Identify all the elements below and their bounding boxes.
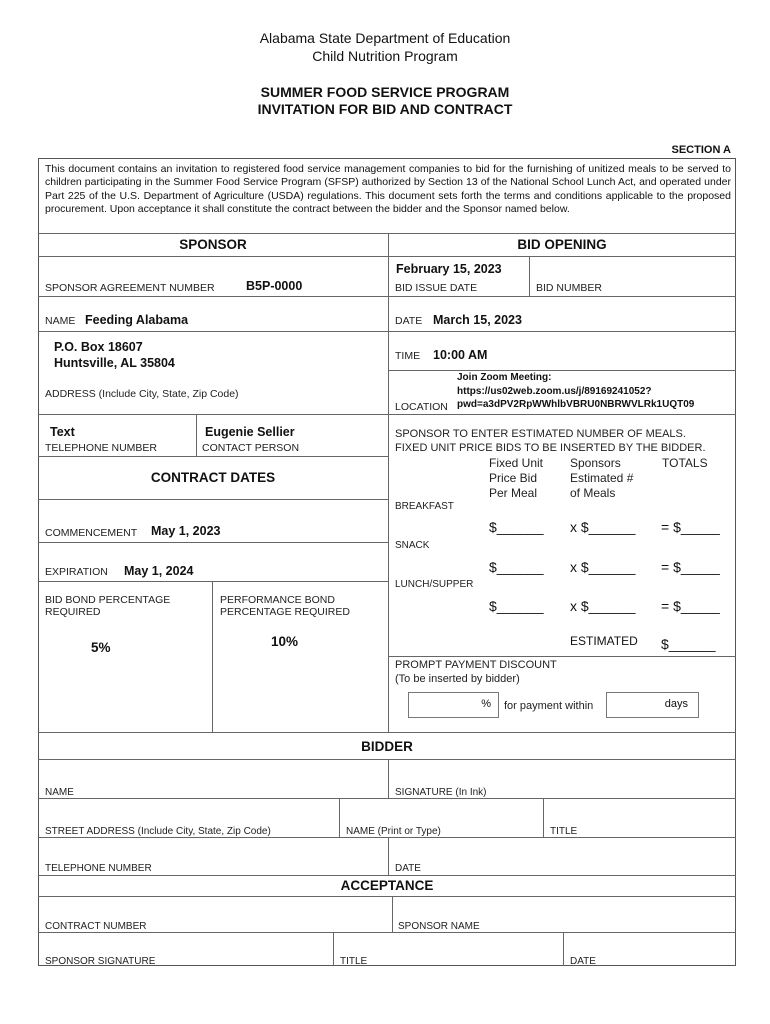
sponsor-phone-value[interactable]: Text <box>50 425 75 439</box>
zoom-url[interactable]: https://us02web.zoom.us/j/89169241052? <box>457 386 652 397</box>
zoom-label: Join Zoom Meeting: <box>457 372 552 383</box>
program-name: Child Nutrition Program <box>312 48 458 64</box>
col-meals-2: Estimated # <box>570 471 634 485</box>
breakfast-price[interactable]: $______ <box>489 519 544 535</box>
bidder-name-label: NAME <box>45 787 74 798</box>
bid-bond-label: BID BOND PERCENTAGE <box>45 594 171 606</box>
bidder-heading: BIDDER <box>361 739 413 754</box>
bid-date-value[interactable]: March 15, 2023 <box>433 313 522 327</box>
bidder-phone-label: TELEPHONE NUMBER <box>45 863 152 874</box>
sponsor-signature-label: SPONSOR SIGNATURE <box>45 956 156 967</box>
discount-days-input[interactable] <box>606 692 699 718</box>
contract-dates-heading: CONTRACT DATES <box>150 470 276 485</box>
bidder-date-label: DATE <box>395 863 421 874</box>
col-meals-1: Sponsors <box>570 456 621 470</box>
lunch-supper-label: LUNCH/SUPPER <box>395 579 474 590</box>
zoom-password[interactable]: pwd=a3dPV2RpWWhlbVBRU0NBRWVLRk1UQT09 <box>457 399 695 410</box>
sponsor-heading: SPONSOR <box>179 237 247 252</box>
percent-sign: % <box>481 698 491 710</box>
bid-bond-value[interactable]: 5% <box>91 640 111 655</box>
breakfast-meals[interactable]: x $______ <box>570 519 636 535</box>
meals-instruction-1: SPONSOR TO ENTER ESTIMATED NUMBER OF MEALS. <box>395 428 686 440</box>
section-label: SECTION A <box>671 144 731 156</box>
contract-number-label: CONTRACT NUMBER <box>45 921 147 932</box>
sponsor-name-value[interactable]: Feeding Alabama <box>85 313 189 327</box>
snack-price[interactable]: $______ <box>489 559 544 575</box>
form-subtitle: INVITATION FOR BID AND CONTRACT <box>257 101 513 117</box>
payment-within-label: for payment within <box>504 700 594 712</box>
prompt-payment-sublabel: (To be inserted by bidder) <box>395 673 520 685</box>
bidder-street-label: STREET ADDRESS (Include City, State, Zip Code) <box>45 826 271 837</box>
col-price-2: Price Bid <box>489 471 538 485</box>
expiration-label: EXPIRATION <box>45 566 108 578</box>
lunch-supper-price[interactable]: $______ <box>489 598 544 614</box>
breakfast-label: BREAKFAST <box>395 501 454 512</box>
commencement-value[interactable]: May 1, 2023 <box>151 524 221 538</box>
col-meals-3: of Meals <box>570 486 616 500</box>
col-price-3: Per Meal <box>489 486 538 500</box>
bidder-print-name-label: NAME (Print or Type) <box>346 826 441 837</box>
snack-label: SNACK <box>395 540 430 551</box>
acceptance-date-label: DATE <box>570 956 596 967</box>
bid-opening-heading: BID OPENING <box>517 237 607 252</box>
commencement-label: COMMENCEMENT <box>45 527 138 539</box>
sponsor-phone-label: TELEPHONE NUMBER <box>45 442 158 454</box>
acceptance-title-label: TITLE <box>340 956 368 967</box>
department-name: Alabama State Department of Education <box>259 30 511 46</box>
acceptance-heading: ACCEPTANCE <box>340 878 434 893</box>
meals-instruction-2: FIXED UNIT PRICE BIDS TO BE INSERTED BY THE BIDDER. <box>395 442 706 454</box>
snack-meals[interactable]: x $______ <box>570 559 636 575</box>
performance-bond-value[interactable]: 10% <box>271 634 299 649</box>
lunch-supper-total[interactable]: = $_____ <box>661 598 720 614</box>
sponsor-name-label: NAME <box>45 315 76 327</box>
sponsor-name-acceptance-label: SPONSOR NAME <box>398 921 480 932</box>
snack-total[interactable]: = $_____ <box>661 559 720 575</box>
bid-date-label: DATE <box>395 315 423 327</box>
prompt-payment-label: PROMPT PAYMENT DISCOUNT <box>395 659 557 671</box>
intro-paragraph: This document contains an invitation to registered food service management companies to bid for the furnishing of unitized meals to be served to children participating in the Summer Food Service Program (SFSP) authorized by Section 13 of the National School Lunch Act, and operated under Part 225 of the U.S. Department of Agriculture (USDA) regulations. This document sets forth the terms and conditions applicable to the proposed procurement. Upon acceptance it shall constitute the contract between the bidder and the Sponsor named below. <box>45 163 731 215</box>
bidder-title-label: TITLE <box>550 826 578 837</box>
performance-bond-label: PERFORMANCE BOND <box>220 594 335 606</box>
lunch-supper-meals[interactable]: x $______ <box>570 598 636 614</box>
discount-percent-input[interactable] <box>408 692 499 718</box>
bid-bond-label-2: REQUIRED <box>45 606 101 618</box>
performance-bond-label-2: PERCENTAGE REQUIRED <box>220 606 350 618</box>
breakfast-total[interactable]: = $_____ <box>661 519 720 535</box>
sponsor-address-line1[interactable]: P.O. Box 18607 <box>54 340 143 354</box>
sponsor-address-label: ADDRESS (Include City, State, Zip Code) <box>45 388 239 400</box>
col-price-1: Fixed Unit <box>489 456 544 470</box>
estimated-total[interactable]: $______ <box>661 636 716 652</box>
sponsor-agreement-label: SPONSOR AGREEMENT NUMBER <box>45 282 215 294</box>
contact-person-label: CONTACT PERSON <box>202 442 300 454</box>
col-totals: TOTALS <box>662 456 708 470</box>
location-label: LOCATION <box>395 401 448 413</box>
expiration-value[interactable]: May 1, 2024 <box>124 564 194 578</box>
contact-person-value[interactable]: Eugenie Sellier <box>205 425 295 439</box>
bid-number-label: BID NUMBER <box>536 282 602 294</box>
bid-issue-date-label: BID ISSUE DATE <box>395 282 478 294</box>
sponsor-address-line2[interactable]: Huntsville, AL 35804 <box>54 356 175 370</box>
sponsor-agreement-value[interactable]: B5P-0000 <box>246 279 303 293</box>
days-label: days <box>664 698 688 710</box>
bidder-signature-label: SIGNATURE (In Ink) <box>395 787 487 798</box>
form-title: SUMMER FOOD SERVICE PROGRAM <box>260 84 510 100</box>
estimated-label: ESTIMATED <box>570 634 638 648</box>
bid-time-value[interactable]: 10:00 AM <box>433 348 488 362</box>
bid-time-label: TIME <box>395 350 421 362</box>
bid-issue-date-value[interactable]: February 15, 2023 <box>396 262 502 276</box>
